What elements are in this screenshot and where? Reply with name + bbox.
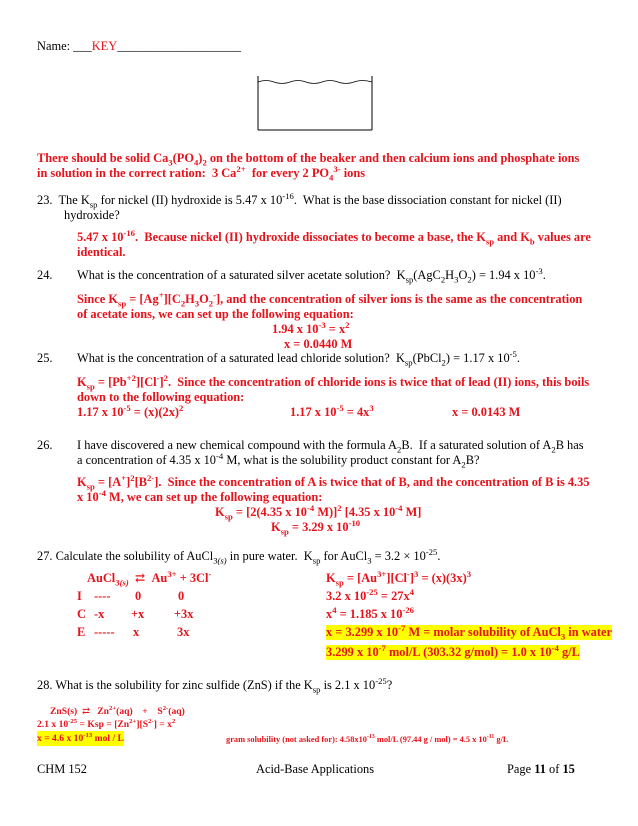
q25-number: 25.: [37, 351, 53, 365]
q27-question: 27. Calculate the solubility of AuCl$_{3(s)}$ in pure water. $K_{sp}$ for AuCl$_3$ = $3.2 \times 10^{-25}$.: [37, 546, 441, 566]
q23-answer-line2: identical.: [77, 245, 126, 259]
q26-question-line2: a concentration of 4.35 x $10^{-4}$ M, what is the solubility product constant for $A_2B$?: [77, 450, 480, 470]
q28-reaction: ZnS(s) ⇄ $Zn^{2+}(aq)$ + $S^{2-}(aq)$: [50, 704, 185, 717]
q24-equation-2: x = 0.0440 M: [284, 337, 353, 351]
q28-gram-solubility: gram solubility (not asked for): $4.58x10^{-13}$ mol/L (97.44 g / mol) = 4.5 x $10^{-11}$ g/L: [226, 734, 509, 744]
q26-answer-line2: x $10^{-4}$ M, we can set up the following equation:: [77, 487, 323, 504]
q25-equation-a: 1.17 x $10^{-5} = (x)(2x)^2$: [77, 402, 184, 419]
q26-question-line1: I have discovered a new chemical compound with the formula $A_2B$. If a saturated solution of $A_2B$ has: [77, 438, 584, 455]
q28-question: 28. What is the solubility for zinc sulfide (ZnS) if the $K_{sp}$ is 2.1 x $10^{-25}$?: [37, 675, 393, 695]
q27-ice-row-c: C -x +x +3x: [77, 607, 194, 621]
q27-work-line1: $K_{sp} = [Au^{3+}][Cl^-]^3 = (x)(3x)^3$: [326, 568, 472, 588]
q27-work-line5: 3.299 x $10^{-7}$ mol/L (303.32 g/mol) = 1.0 x $10^{-4}$ g/L: [326, 642, 580, 659]
q26-number: 26.: [37, 438, 53, 452]
q25-question: What is the concentration of a saturated lead chloride solution? $K_{sp}(PbCl_2) = 1.17$ x $10^{-5}$.: [77, 348, 520, 368]
q27-work-line4: x = 3.299 x $10^{-7}$ M = molar solubility of AuCl$_3$ in water: [326, 622, 613, 642]
q23-question-line1: 23. The $K_{sp}$ for nickel (II) hydroxide is 5.47 x $10^{-16}$. What is the base dissociation constant for nickel (II): [37, 190, 562, 210]
q25-equation-c: x = 0.0143 M: [452, 405, 521, 419]
q22-answer-line1: There should be solid $Ca_3(PO_4)_2$ on the bottom of the beaker and then calcium ions and phosphate ions: [37, 151, 580, 168]
q27-work-line3: $x^4 = 1.185$ x $10^{-26}$: [326, 604, 414, 621]
footer-title: Acid-Base Applications: [256, 762, 375, 776]
q24-answer-line2: of acetate ions, we can set up the following equation:: [77, 307, 354, 321]
name-line: Name: ___KEY____________________: [37, 39, 242, 53]
q27-ice-row-e: E ----- x 3x: [77, 625, 190, 639]
q25-equation-b: 1.17 x $10^{-5} = 4x^3$: [290, 402, 374, 419]
beaker-illustration: [256, 74, 374, 132]
q26-equation-2: $K_{sp} = 3.29$ x $10^{-10}$: [271, 517, 361, 537]
q23-answer-line1: 5.47 x $10^{-16}$. Because nickel (II) hydroxide dissociates to become a base, the $K_{sp}$ and $K_b$ values are: [77, 227, 591, 247]
footer-page-number: Page 11 of 15: [507, 762, 575, 776]
q22-answer-line2: in solution in the correct ration: 3 $Ca^{2+}$ for every 2 $PO_4^{3-}$ ions: [37, 163, 366, 183]
q24-number: 24.: [37, 268, 53, 282]
q23-question-line2: hydroxide?: [64, 208, 120, 222]
q27-work-line2: 3.2 x $10^{-25} = 27x^4$: [326, 586, 414, 603]
q25-answer-line1: $K_{sp} = [Pb^{+2}][Cl^-]^2$. Since the concentration of chloride ions is twice that of lead (II) ions, this boils: [77, 372, 590, 392]
q27-ice-reaction: AuCl$_{3(s)}$ ⇄ $Au^{3+} + 3Cl^-$: [87, 568, 212, 588]
q24-answer-line1: Since $K_{sp} = [Ag^+][C_2H_3O_2^-]$, and the concentration of silver ions is the same as the concentration: [77, 289, 583, 309]
q26-answer-line1: $K_{sp} = [A^+]^2[B^{2-}]$. Since the concentration of A is twice that of B, and the concentration of B is 4.35: [77, 472, 590, 492]
q24-question: What is the concentration of a saturated silver acetate solution? $K_{sp}(AgC_2H_3O_2) = 1.94$ x $10^{-3}$.: [77, 265, 546, 285]
q27-ice-row-i: I ---- 0 0: [77, 589, 185, 603]
q28-equation-2: x = 4.6 x $10^{-13}$ mol / L: [37, 731, 124, 744]
q25-answer-line2: down to the following equation:: [77, 390, 245, 404]
q26-equation-1: $K_{sp} = [2(4.35$ x $10^{-4}$ M)]$^2$ [4.35 x $10^{-4}$ M]: [215, 502, 422, 522]
q28-equation-1: 2.1 x $10^{-25}$ = Ksp = $[Zn^{2+}][S^{2-}] = x^2$: [37, 717, 176, 730]
footer-course: CHM 152: [37, 762, 87, 776]
q24-equation-1: 1.94 x $10^{-3} = x^2$: [272, 319, 350, 336]
